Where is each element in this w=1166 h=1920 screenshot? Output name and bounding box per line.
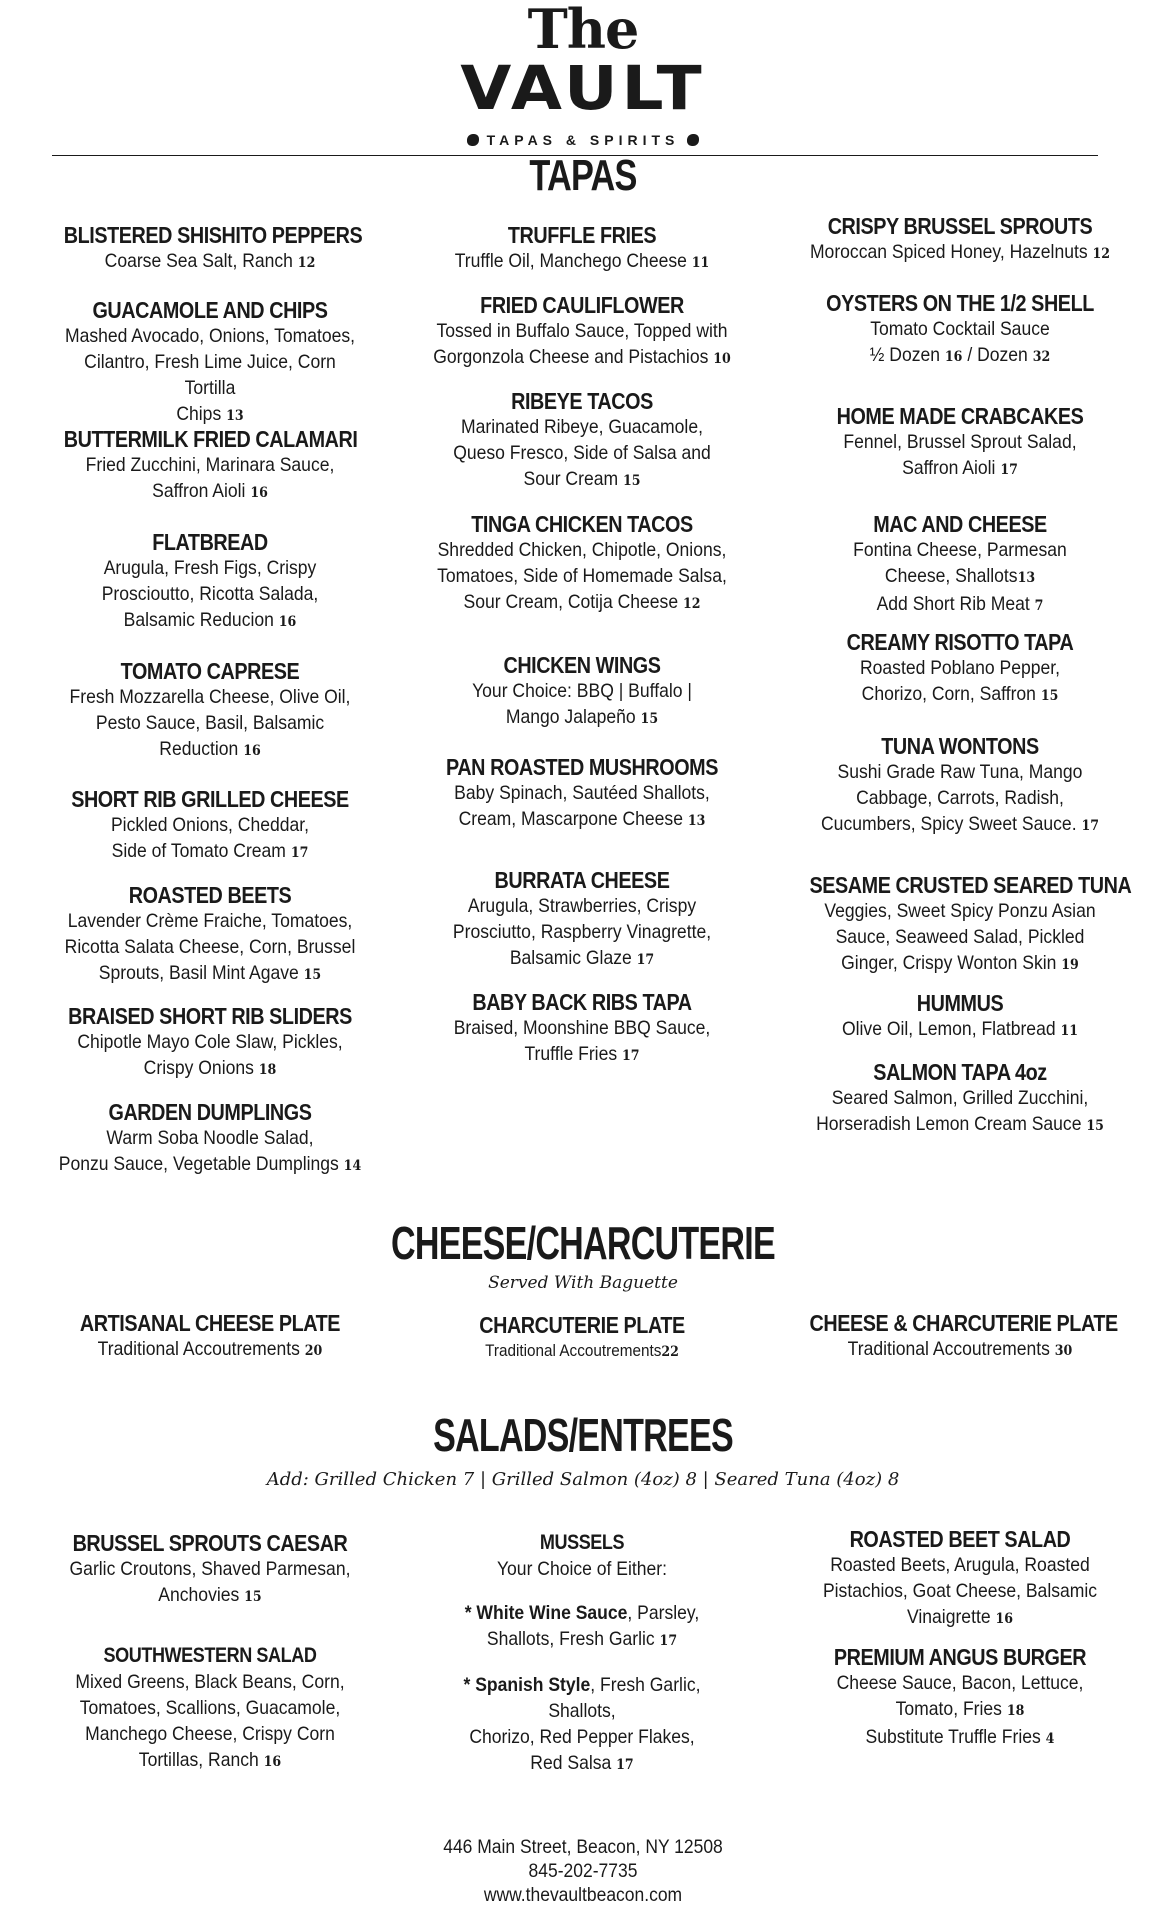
item-desc: Marinated Ribeye, Guacamole, Queso Fresco, Side of Salsa and Sour Cream 15 xyxy=(453,416,711,490)
item-price: 17 xyxy=(616,1757,634,1773)
item-name: HOME MADE CRABCAKES xyxy=(836,403,1084,429)
item-desc: Shredded Chicken, Chipotle, Onions, Tomatoes, Side of Homemade Salsa, Sour Cream, Cotija Cheese 12 xyxy=(437,539,727,613)
menu-item xyxy=(785,213,1135,267)
item-price: 16 xyxy=(263,1754,282,1770)
item-desc: Traditional Accoutrements22 xyxy=(485,1341,679,1360)
item-name: BRAISED SHORT RIB SLIDERS xyxy=(68,1003,352,1029)
menu-item xyxy=(40,658,380,764)
item-desc: Lavender Crème Fraiche, Tomatoes, Ricotta Salata Cheese, Corn, Brussel Sprouts, Basil Mint Agave 15 xyxy=(64,910,356,984)
item-desc: Roasted Beets, Arugula, Roasted Pistachios, Goat Cheese, Balsamic Vinaigrette 16 xyxy=(822,1554,1098,1628)
item-name: SHORT RIB GRILLED CHEESE xyxy=(71,786,349,812)
item-price: 14 xyxy=(343,1158,362,1174)
item-desc: * Spanish Style, Fresh Garlic, Shallots, Chorizo, Red Pepper Flakes, Red Salsa 17 xyxy=(463,1674,701,1774)
item-desc: Warm Soba Noodle Salad, Ponzu Sauce, Vegetable Dumplings 14 xyxy=(58,1127,362,1175)
item-desc: Your Choice: BBQ | Buffalo | Mango Jalapeño 15 xyxy=(472,680,692,728)
item-price: 16 xyxy=(995,1611,1014,1627)
item-price: 15 xyxy=(303,967,322,983)
item-price: 15 xyxy=(1086,1118,1104,1134)
menu-item xyxy=(785,733,1135,839)
logo-tagline-text: TAPAS & SPIRITS xyxy=(486,132,680,148)
logo-the: The xyxy=(527,0,639,61)
item-name: TOMATO CAPRESE xyxy=(120,658,300,684)
item-name: OYSTERS ON THE 1/2 SHELL xyxy=(826,290,1094,316)
item-price: 17 xyxy=(636,952,655,968)
item-desc: Coarse Sea Salt, Ranch 12 xyxy=(104,250,316,272)
item-price: 13 xyxy=(226,408,244,424)
item-price: 12 xyxy=(1092,246,1111,262)
cheese-subtitle: Served With Baguette xyxy=(488,1273,678,1293)
item-price: 13 xyxy=(687,813,706,829)
cheese-item-1 xyxy=(40,1310,380,1364)
item-price: 16 xyxy=(250,485,268,501)
menu-item xyxy=(412,754,752,834)
item-desc: Sushi Grade Raw Tuna, Mango Cabbage, Carrots, Radish, Cucumbers, Spicy Sweet Sauce. 17 xyxy=(821,761,1099,835)
item-name: RIBEYE TACOS xyxy=(511,388,653,414)
menu-item xyxy=(40,297,380,429)
item-name: TRUFFLE FRIES xyxy=(507,222,657,248)
menu-item xyxy=(785,1644,1135,1752)
item-name: ROASTED BEETS xyxy=(128,882,292,908)
item-desc: Traditional Accoutrements 30 xyxy=(847,1338,1073,1360)
item-price: 19 xyxy=(1061,957,1079,973)
menu-item xyxy=(785,290,1135,370)
item-price: 22 xyxy=(661,1344,679,1360)
item-price: 30 xyxy=(1054,1343,1073,1359)
item-desc: Chipotle Mayo Cole Slaw, Pickles, Crispy Onions 18 xyxy=(77,1031,343,1079)
menu-item xyxy=(40,1099,380,1179)
item-name: SALMON TAPA 4oz xyxy=(873,1059,1047,1085)
item-name: ARTISANAL CHEESE PLATE xyxy=(79,1310,341,1336)
ink-blot-icon xyxy=(687,134,699,146)
menu-item xyxy=(785,1059,1135,1139)
item-desc: Moroccan Spiced Honey, Hazelnuts 12 xyxy=(809,241,1111,263)
item-price: 13 xyxy=(1017,570,1036,586)
footer-website[interactable]: www.thevaultbeacon.com xyxy=(483,1885,683,1906)
cheese-item-2 xyxy=(412,1312,752,1365)
cheese-item-3 xyxy=(785,1310,1135,1364)
menu-item xyxy=(412,867,752,973)
item-name: TUNA WONTONS xyxy=(881,733,1039,759)
item-price: 4 xyxy=(1045,1731,1055,1747)
item-price: 32 xyxy=(1032,349,1051,365)
item-name: HUMMUS xyxy=(916,990,1004,1016)
item-name: SOUTHWESTERN SALAD xyxy=(103,1644,317,1667)
item-price: 18 xyxy=(1006,1703,1025,1719)
menu-item-mussels xyxy=(412,1530,752,1778)
item-price: 17 xyxy=(659,1633,678,1649)
menu-item xyxy=(412,652,752,732)
item-desc: Tossed in Buffalo Sauce, Topped with Gorgonzola Cheese and Pistachios 10 xyxy=(433,320,731,368)
item-name: CREAMY RISOTTO TAPA xyxy=(846,629,1074,655)
menu-item xyxy=(785,403,1135,483)
item-price: 16 xyxy=(243,743,261,759)
menu-item xyxy=(40,786,380,866)
item-desc: * White Wine Sauce, Parsley, Shallots, Fresh Garlic 17 xyxy=(464,1602,700,1650)
menu-item xyxy=(40,529,380,635)
item-price: 12 xyxy=(682,596,701,612)
menu-item xyxy=(785,511,1135,619)
item-desc: Olive Oil, Lemon, Flatbread 11 xyxy=(841,1018,1079,1040)
item-desc: Tomato Cocktail Sauce ½ Dozen 16 / Dozen 32 xyxy=(869,318,1051,366)
logo-vault: VAULT xyxy=(460,53,706,124)
item-name: CHICKEN WINGS xyxy=(503,652,661,678)
item-desc: Pickled Onions, Cheddar, Side of Tomato Cream 17 xyxy=(110,814,310,862)
item-price: 17 xyxy=(1000,462,1018,478)
menu-item xyxy=(785,872,1135,978)
item-desc: Seared Salmon, Grilled Zucchini, Horseradish Lemon Cream Sauce 15 xyxy=(816,1087,1104,1135)
menu-item xyxy=(40,426,380,506)
item-desc: Arugula, Strawberries, Crispy Prosciutto, Raspberry Vinagrette, Balsamic Glaze 17 xyxy=(452,895,712,969)
item-name: BRUSSEL SPROUTS CAESAR xyxy=(72,1530,348,1556)
item-name: FLATBREAD xyxy=(152,529,268,555)
menu-item xyxy=(412,292,752,372)
item-price: 15 xyxy=(640,711,659,727)
ink-blot-icon xyxy=(467,134,479,146)
item-desc: Fontina Cheese, Parmesan Cheese, Shallots13 Add Short Rib Meat 7 xyxy=(853,539,1067,615)
item-desc: Mixed Greens, Black Beans, Corn, Tomatoes, Scallions, Guacamole, Manchego Cheese, Crispy Corn Tortillas, Ranch 16 xyxy=(75,1671,345,1771)
item-name: CHEESE & CHARCUTERIE PLATE xyxy=(809,1310,1118,1336)
item-name: CHARCUTERIE PLATE xyxy=(479,1312,685,1338)
menu-item xyxy=(40,1530,380,1610)
item-name: MUSSELS xyxy=(539,1531,625,1554)
item-name: BABY BACK RIBS TAPA xyxy=(472,989,692,1015)
item-desc: Roasted Poblano Pepper, Chorizo, Corn, Saffron 15 xyxy=(859,657,1061,705)
menu-item xyxy=(785,1526,1135,1632)
item-desc: Cheese Sauce, Bacon, Lettuce, Tomato, Fries 18 Substitute Truffle Fries 4 xyxy=(836,1672,1084,1748)
item-price: 15 xyxy=(1040,688,1059,704)
menu-item xyxy=(785,629,1135,709)
item-name: GARDEN DUMPLINGS xyxy=(108,1099,312,1125)
item-desc: Traditional Accoutrements 20 xyxy=(97,1338,323,1360)
menu-item xyxy=(40,882,380,988)
item-price: 12 xyxy=(297,255,316,271)
item-price: 15 xyxy=(244,1589,262,1605)
item-desc: Veggies, Sweet Spicy Ponzu Asian Sauce, Seaweed Salad, Pickled Ginger, Crispy Wonton Skin 19 xyxy=(824,900,1096,974)
item-name: PAN ROASTED MUSHROOMS xyxy=(446,754,718,780)
item-name: MAC AND CHEESE xyxy=(873,511,1047,537)
item-price: 16 xyxy=(944,349,963,365)
item-price: 18 xyxy=(258,1062,277,1078)
menu-item xyxy=(40,1643,380,1775)
item-desc: Your Choice of Either: xyxy=(496,1558,668,1580)
item-price: 15 xyxy=(622,473,641,489)
item-price: 17 xyxy=(621,1048,640,1064)
item-name: ROASTED BEET SALAD xyxy=(849,1526,1071,1552)
item-price: 17 xyxy=(290,845,309,861)
item-desc: Garlic Croutons, Shaved Parmesan, Anchovies 15 xyxy=(69,1558,351,1606)
item-desc: Fennel, Brussel Sprout Salad, Saffron Aioli 17 xyxy=(843,431,1077,479)
item-desc: Fresh Mozzarella Cheese, Olive Oil, Pesto Sauce, Basil, Balsamic Reduction 16 xyxy=(69,686,351,760)
item-name: BUTTERMILK FRIED CALAMARI xyxy=(63,426,358,452)
menu-item xyxy=(412,989,752,1069)
menu-item xyxy=(412,388,752,494)
item-price: 10 xyxy=(713,351,731,367)
item-desc: Baby Spinach, Sautéed Shallots, Cream, Mascarpone Cheese 13 xyxy=(454,782,710,830)
salads-title: SALADS/ENTREES xyxy=(433,1409,733,1461)
item-name: PREMIUM ANGUS BURGER xyxy=(833,1644,1087,1670)
item-price: 7 xyxy=(1034,598,1044,614)
item-price: 11 xyxy=(1060,1023,1079,1039)
menu-item xyxy=(412,222,752,276)
menu-item xyxy=(785,990,1135,1044)
salads-subtitle: Add: Grilled Chicken 7 | Grilled Salmon (4oz) 8 | Seared Tuna (4oz) 8 xyxy=(266,1469,900,1490)
menu-item xyxy=(40,222,380,276)
item-name: BURRATA CHEESE xyxy=(494,867,670,893)
item-price: 16 xyxy=(278,614,297,630)
footer-phone: 845-202-7735 xyxy=(528,1861,638,1882)
tapas-title: TAPAS xyxy=(529,151,637,200)
item-name: TINGA CHICKEN TACOS xyxy=(471,511,693,537)
item-name: CRISPY BRUSSEL SPROUTS xyxy=(827,213,1093,239)
item-desc: Mashed Avocado, Onions, Tomatoes, Cilantro, Fresh Lime Juice, Corn Tortilla Chips 13 xyxy=(64,325,356,425)
footer-address: 446 Main Street, Beacon, NY 12508 xyxy=(443,1837,723,1858)
menu-item xyxy=(40,1003,380,1083)
cheese-title: CHEESE/CHARCUTERIE xyxy=(391,1217,775,1269)
menu-item xyxy=(412,511,752,617)
item-desc: Arugula, Fresh Figs, Crispy Proscioutto, Ricotta Salada, Balsamic Reducion 16 xyxy=(101,557,319,631)
logo-tagline xyxy=(0,132,1166,148)
item-name: GUACAMOLE AND CHIPS xyxy=(92,297,328,323)
item-name: SESAME CRUSTED SEARED TUNA xyxy=(809,872,1132,898)
item-name: BLISTERED SHISHITO PEPPERS xyxy=(63,222,363,248)
item-price: 20 xyxy=(304,1343,323,1359)
item-desc: Truffle Oil, Manchego Cheese 11 xyxy=(454,250,710,272)
item-desc: Braised, Moonshine BBQ Sauce, Truffle Fries 17 xyxy=(453,1017,711,1065)
item-price: 17 xyxy=(1081,818,1099,834)
item-price: 11 xyxy=(691,255,710,271)
item-name: FRIED CAULIFLOWER xyxy=(480,292,684,318)
item-desc: Fried Zucchini, Marinara Sauce, Saffron Aioli 16 xyxy=(85,454,335,502)
